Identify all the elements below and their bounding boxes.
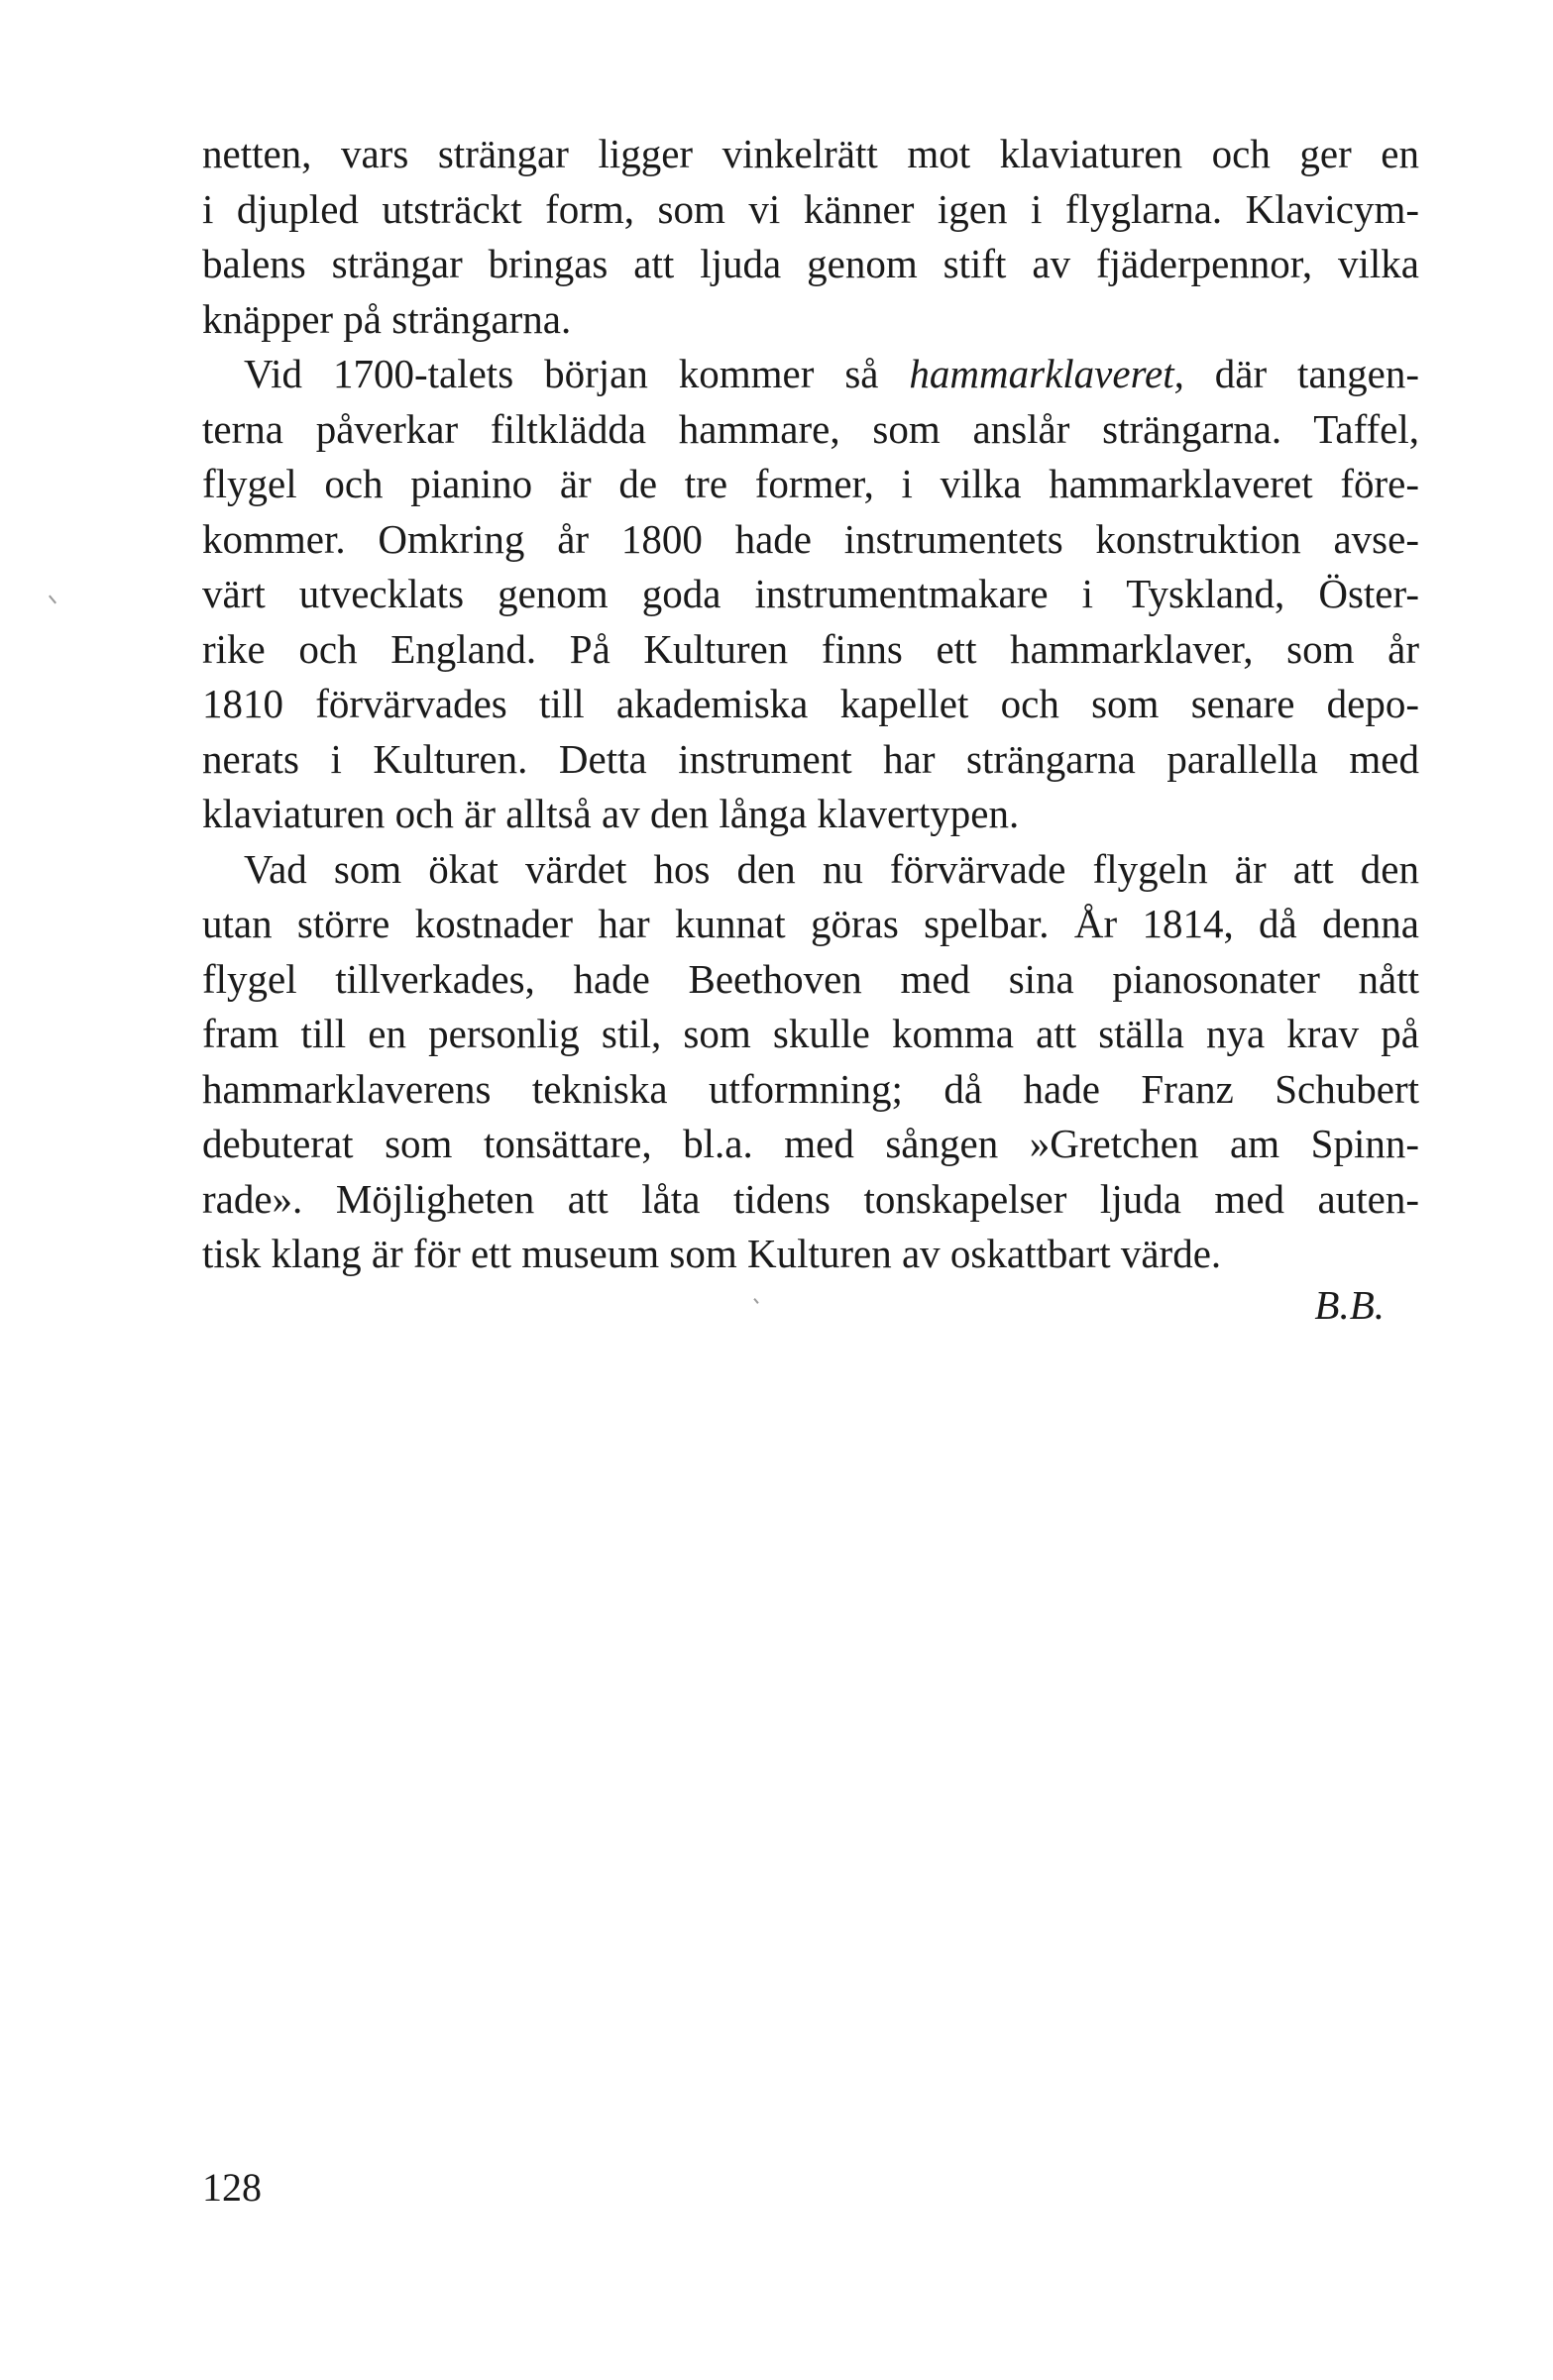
text-line: 1810 förvärvades till akademiska kapellet och som senare depo-: [202, 681, 1419, 726]
scan-speck: [49, 595, 56, 604]
body-text: [202, 127, 1419, 1282]
text-line: klaviaturen och är alltså av den långa klavertypen.: [202, 791, 1020, 836]
text-line: rike och England. På Kulturen finns ett hammarklaver, som år: [202, 625, 1419, 672]
text-run: där tangen-: [1183, 351, 1419, 396]
text-line: [202, 347, 1419, 402]
text-line: knäpper på strängarna.: [202, 295, 572, 342]
text-line: balens strängar bringas att ljuda genom stift av fjäderpennor, vilka: [202, 241, 1419, 286]
text-line: tisk klang är för ett museum som Kulturen av oskattbart värde.: [202, 1231, 1222, 1276]
text-line: flygel och pianino är de tre former, i vilka hammarklaveret före-: [202, 461, 1419, 506]
text-line: flygel tillverkades, hade Beethoven med sina pianosonater nått: [202, 955, 1419, 1002]
text-line: fram till en personlig stil, som skulle komma att ställa nya krav på: [202, 1011, 1419, 1056]
emphasized-term: hammarklaveret,: [909, 351, 1184, 396]
text-line: debuterat som tonsättare, bl.a. med sången »Gretchen am Spinn-: [202, 1121, 1419, 1166]
text-line: kommer. Omkring år 1800 hade instrumentets konstruktion avse-: [202, 515, 1419, 562]
text-line: utan större kostnader har kunnat göras spelbar. År 1814, då denna: [202, 901, 1419, 946]
text-line: Vad som ökat värdet hos den nu förvärvade flygeln är att den: [244, 845, 1419, 892]
text-run: Vid 1700-talets början kommer så: [244, 351, 910, 396]
scan-speck: [753, 1298, 758, 1304]
text-line: hammarklaverens tekniska utformning; då hade Franz Schubert: [202, 1065, 1419, 1112]
text-line: i djupled utsträckt form, som vi känner igen i flyglarna. Klavicym-: [202, 185, 1419, 232]
text-line: terna påverkar filtklädda hammare, som anslår strängarna. Taffel,: [202, 405, 1419, 452]
text-line: nerats i Kulturen. Detta instrument har strängarna parallella med: [202, 735, 1419, 782]
page-number: 128: [202, 2165, 262, 2210]
text-line: värt utvecklats genom goda instrumentmakare i Tyskland, Öster-: [202, 571, 1419, 616]
author-signature: B.B.: [1314, 1282, 1385, 1328]
text-line: rade». Möjligheten att låta tidens tonskapelser ljuda med auten-: [202, 1175, 1419, 1222]
text-line: netten, vars strängar ligger vinkelrätt mot klaviaturen och ger en: [202, 131, 1419, 176]
